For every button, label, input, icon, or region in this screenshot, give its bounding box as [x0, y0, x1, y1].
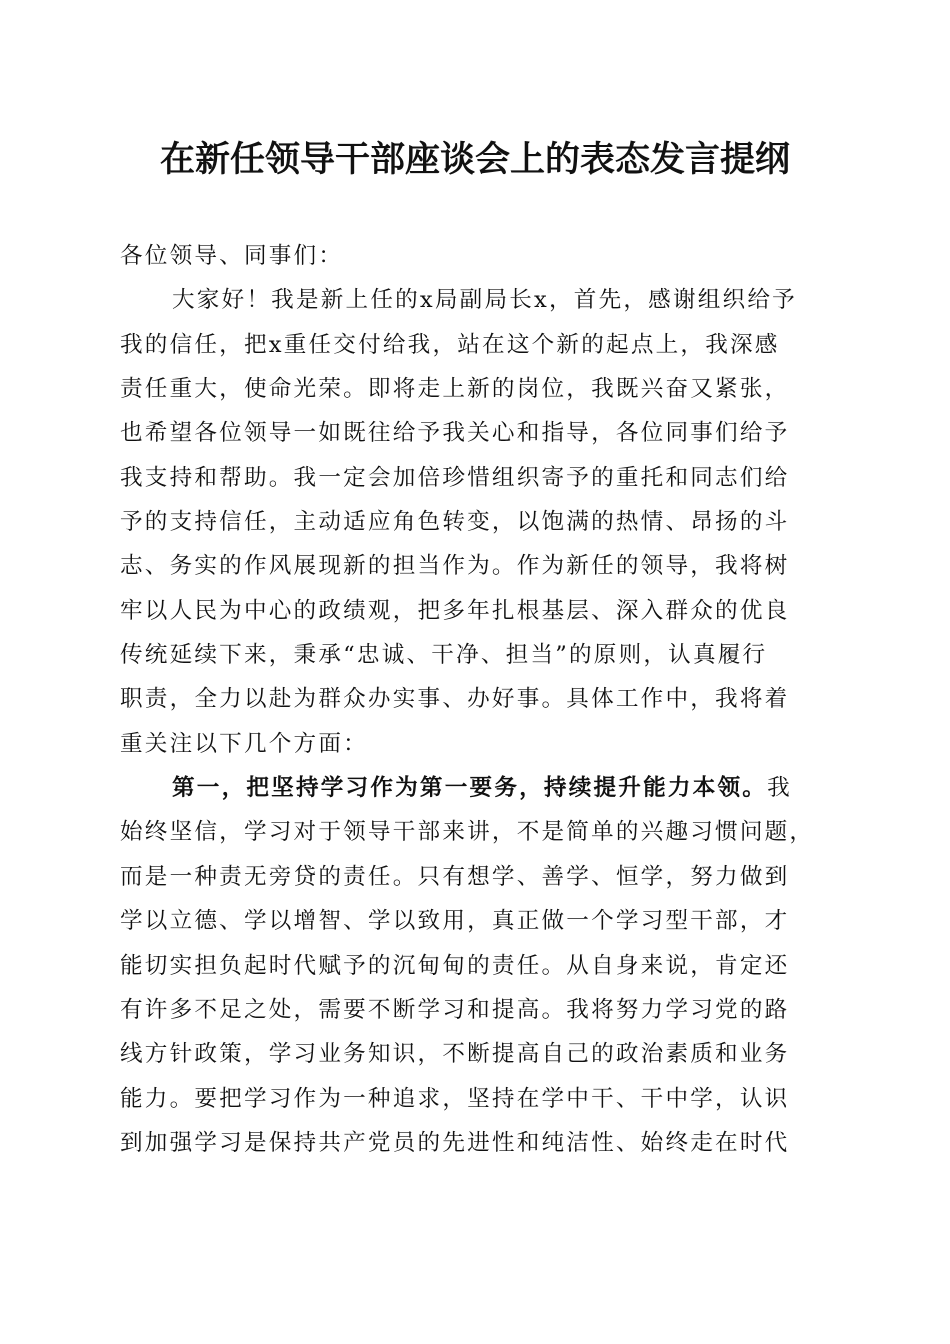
paragraph-line: 我的信任，把x重任交付给我，站在这个新的起点上，我深感 — [120, 331, 780, 358]
paragraph-line: 能力。要把学习作为一种追求，坚持在学中干、干中学，认识 — [120, 1085, 790, 1112]
paragraph-line: 有许多不足之处，需要不断学习和提高。我将努力学习党的路 — [120, 996, 790, 1023]
paragraph-line: 始终坚信，学习对于领导干部来讲，不是简单的兴趣习惯问题， — [120, 819, 815, 846]
paragraph-line: 牢以人民为中心的政绩观，把多年扎根基层、深入群众的优良 — [120, 597, 790, 624]
paragraph-line: 重关注以下几个方面： — [120, 730, 368, 757]
section-first-line — [120, 766, 840, 810]
paragraph-line: 而是一种责无旁贷的责任。只有想学、善学、恒学，努力做到 — [120, 863, 790, 890]
salutation: 各位领导、同事们： — [120, 243, 344, 269]
paragraph-line: 志、务实的作风展现新的担当作为。作为新任的领导，我将树 — [120, 553, 790, 580]
paragraph-line: 也希望各位领导一如既往给予我关心和指导，各位同事们给予 — [120, 420, 790, 447]
section-heading-tail: 我 — [767, 775, 792, 802]
paragraph-line: 职责，全力以赴为群众办实事、办好事。具体工作中，我将着 — [120, 686, 790, 713]
document-title: 在新任领导干部座谈会上的表态发言提纲 — [159, 139, 790, 180]
paragraph-line: 责任重大，使命光荣。即将走上新的岗位，我既兴奋又紧张， — [120, 376, 790, 403]
paragraph-line: 传统延续下来，秉承“忠诚、干净、担当”的原则，认真履行 — [120, 642, 768, 669]
paragraph-line: 能切实担负起时代赋予的沉甸甸的责任。从自身来说，肯定还 — [120, 952, 790, 979]
paragraph-line: 到加强学习是保持共产党员的先进性和纯洁性、始终走在时代 — [120, 1129, 790, 1156]
document-body — [120, 234, 840, 1165]
paragraph-line: 线方针政策，学习业务知识，不断提高自己的政治素质和业务 — [120, 1041, 790, 1068]
paragraph-line: 学以立德、学以增智、学以致用，真正做一个学习型干部，才 — [120, 908, 790, 935]
paragraph-line: 大家好！我是新上任的x局副局长x，首先，感谢组织给予 — [172, 287, 797, 314]
paragraph-line: 予的支持信任，主动适应角色转变，以饱满的热情、昂扬的斗 — [120, 509, 790, 536]
paragraph-line: 我支持和帮助。我一定会加倍珍惜组织寄予的重托和同志们给 — [120, 464, 790, 491]
section-heading: 第一，把坚持学习作为第一要务，持续提升能力本领。 — [172, 775, 768, 802]
